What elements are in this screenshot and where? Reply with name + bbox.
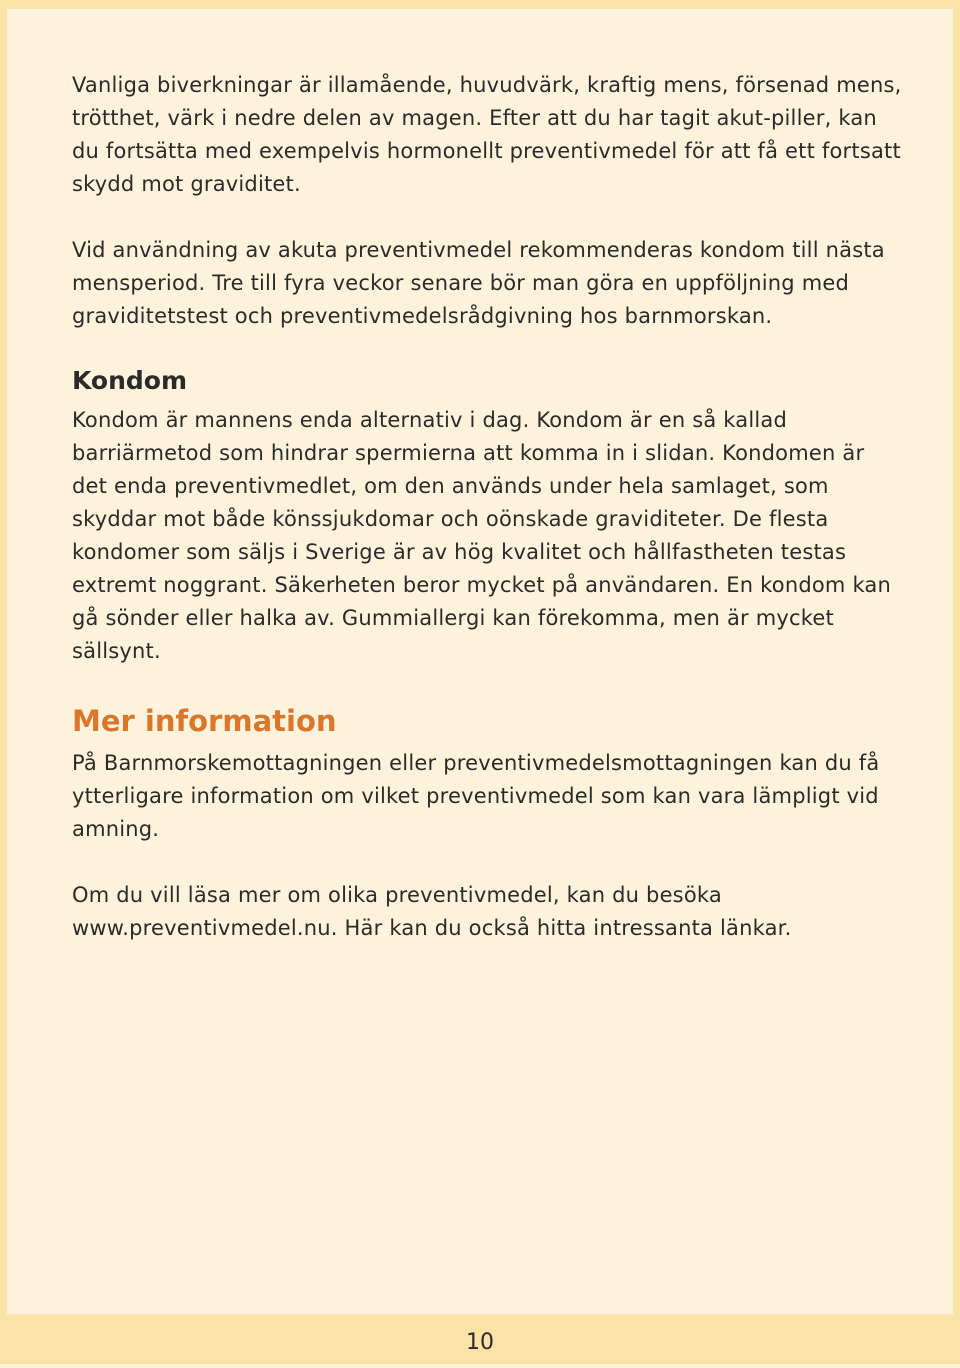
page-footer <box>0 1314 960 1364</box>
paragraph-side-effects: Vanliga biverkningar är illamående, huvudvärk, kraftig mens, försenad mens, trötthet, värk i nedre delen av magen. Efter att du har tagit akut-piller, kan du fortsätta med exempelvis hormonellt preventivmedel för att få ett fortsatt skydd mot graviditet. <box>72 73 902 196</box>
paragraph-condom-recommendation: Vid användning av akuta preventivmedel rekommenderas kondom till nästa mensperiod. Tre till fyra veckor senare bör man göra en uppföljning med graviditetstest och preventivmedelsrådgivning hos barnmorskan. <box>72 238 885 328</box>
paragraph-kondom: Kondom är mannens enda alternativ i dag. Kondom är en så kallad barriärmetod som hindrar spermierna att komma in i slidan. Kondomen är det enda preventivmedlet, om den används under hela samlaget, som skyddar mot både könssjukdomar och oönskade graviditeter. De flesta kondomer som säljs i Sverige är av hög kvalitet och hållfastheten testas extremt noggrant. Säkerheten beror mycket på användaren. En kondom kan gå sönder eller halka av. Gummiallergi kan förekomma, men är mycket sällsynt. <box>72 408 892 663</box>
heading-kondom: Kondom <box>72 366 188 395</box>
paragraph-website-info: Om du vill läsa mer om olika preventivmedel, kan du besöka www.preventivmedel.nu. Här kan du också hitta intressanta länkar. <box>72 883 792 940</box>
page-content <box>72 69 902 945</box>
page-number: 10 <box>466 1330 494 1355</box>
paragraph-barnmorskemottagning: På Barnmorskemottagningen eller preventivmedelsmottagningen kan du få ytterligare information om vilket preventivmedel som kan vara lämpligt vid amning. <box>72 751 880 841</box>
heading-mer-information: Mer information <box>72 704 337 738</box>
